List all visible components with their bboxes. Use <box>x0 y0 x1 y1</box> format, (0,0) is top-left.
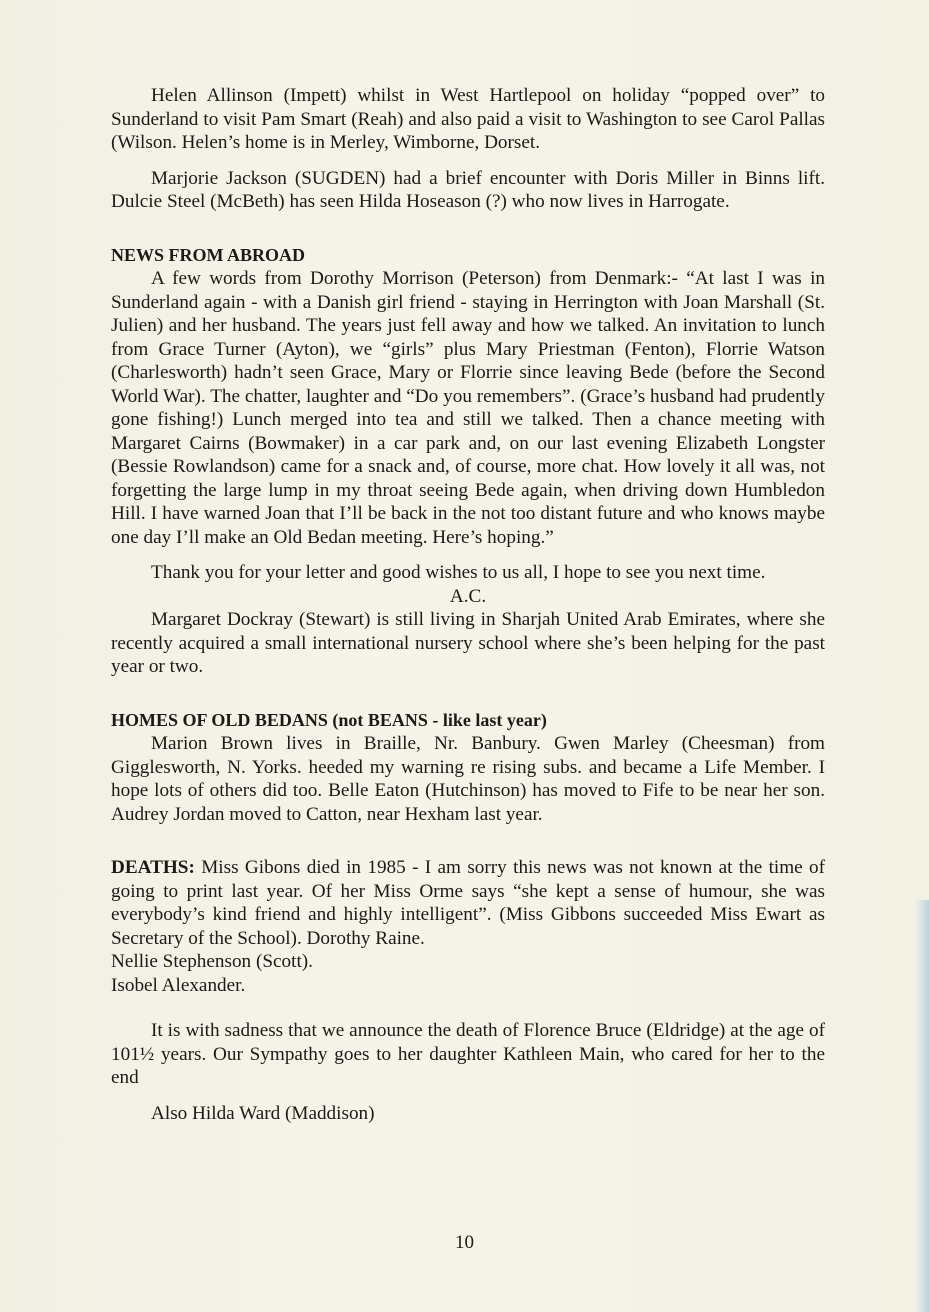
paragraph-allinson: Helen Allinson (Impett) whilst in West Hartlepool on holiday “popped over” to Sunderland to visit Pam Smart (Reah) and also paid a visit to Washington to see Carol Pallas (Wilson. Helen’s home is in Merley, Wimborne, Dorset. <box>111 85 825 153</box>
paragraph-morrison-letter: A few words from Dorothy Morrison (Peterson) from Denmark:- “At last I was in Sunderland again - with a Danish girl friend - staying in Herrington with Joan Marshall (St. Julien) and her husband. The years just fell away and how we talked. An invitation to lunch from Grace Turner (Ayton), we “girls” plus Mary Priestman (Fenton), Florrie Watson (Charlesworth) hadn’t seen Grace, Mary or Florrie since leaving Bede (before the Second World War). The chatter, laughter and “Do you remembers”. (Grace’s husband had prudently gone fishing!) Lunch merged into tea and still we talked. Then a chance meeting with Margaret Cairns (Bowmaker) in a car park and, on our last evening Elizabeth Longster (Bessie Rowlandson) came for a snack and, of course, more chat. How lovely it all was, not forgetting the large lump in my throat seeing Bede again, when driving down Humbledon Hill. I have warned Joan that I’ll be back in the not too distant future and who knows maybe one day I’ll make an Old Bedan meeting. Here’s hoping.” <box>111 268 825 548</box>
paragraph-bruce: It is with sadness that we announce the death of Florence Bruce (Eldridge) at the age of 101½ years. Our Sympathy goes to her daughter Kathleen Main, who cared for her to the end <box>111 1020 825 1088</box>
article-body <box>111 84 825 1125</box>
signature-initials: A.C. <box>449 585 487 607</box>
paragraph-deaths <box>111 856 825 950</box>
paragraph-ward: Also Hilda Ward (Maddison) <box>151 1102 375 1124</box>
heading-news-from-abroad: NEWS FROM ABROAD <box>111 244 306 265</box>
page-number: 10 <box>455 1232 474 1253</box>
line-nellie-stephenson: Nellie Stephenson (Scott). <box>111 951 313 972</box>
paragraph-homes: Marion Brown lives in Braille, Nr. Banbury. Gwen Marley (Cheesman) from Gigglesworth, N. Yorks. heeded my warning re rising subs. and became a Life Member. I hope lots of others did too. Belle Eaton (Hutchinson) has moved to Fife to be near her son. Audrey Jordan moved to Catton, near Hexham last year. <box>111 733 825 825</box>
deaths-text: Miss Gibons died in 1985 - I am sorry this news was not known at the time of going to print last year. Of her Miss Orme says “she kept a sense of humour, she was everybody’s kind friend and highly intelligent”. (Miss Gibbons succeeded Miss Ewart as Secretary of the School). Dorothy Raine. <box>111 857 826 949</box>
paragraph-jackson: Marjorie Jackson (SUGDEN) had a brief encounter with Doris Miller in Binns lift. Dulcie Steel (McBeth) has seen Hilda Hoseason (?) who now lives in Harrogate. <box>111 167 825 212</box>
paragraph-dockray: Margaret Dockray (Stewart) is still living in Sharjah United Arab Emirates, where she recently acquired a small international nursery school where she’s been helping for the past year or two. <box>111 609 825 677</box>
line-isobel-alexander: Isobel Alexander. <box>111 974 246 996</box>
heading-homes-of-old-bedans: HOMES OF OLD BEDANS (not BEANS - like last year) <box>111 709 547 730</box>
paragraph-thank-you: Thank you for your letter and good wishes to us all, I hope to see you next time. <box>151 562 766 583</box>
deaths-label: DEATHS: <box>111 857 195 878</box>
